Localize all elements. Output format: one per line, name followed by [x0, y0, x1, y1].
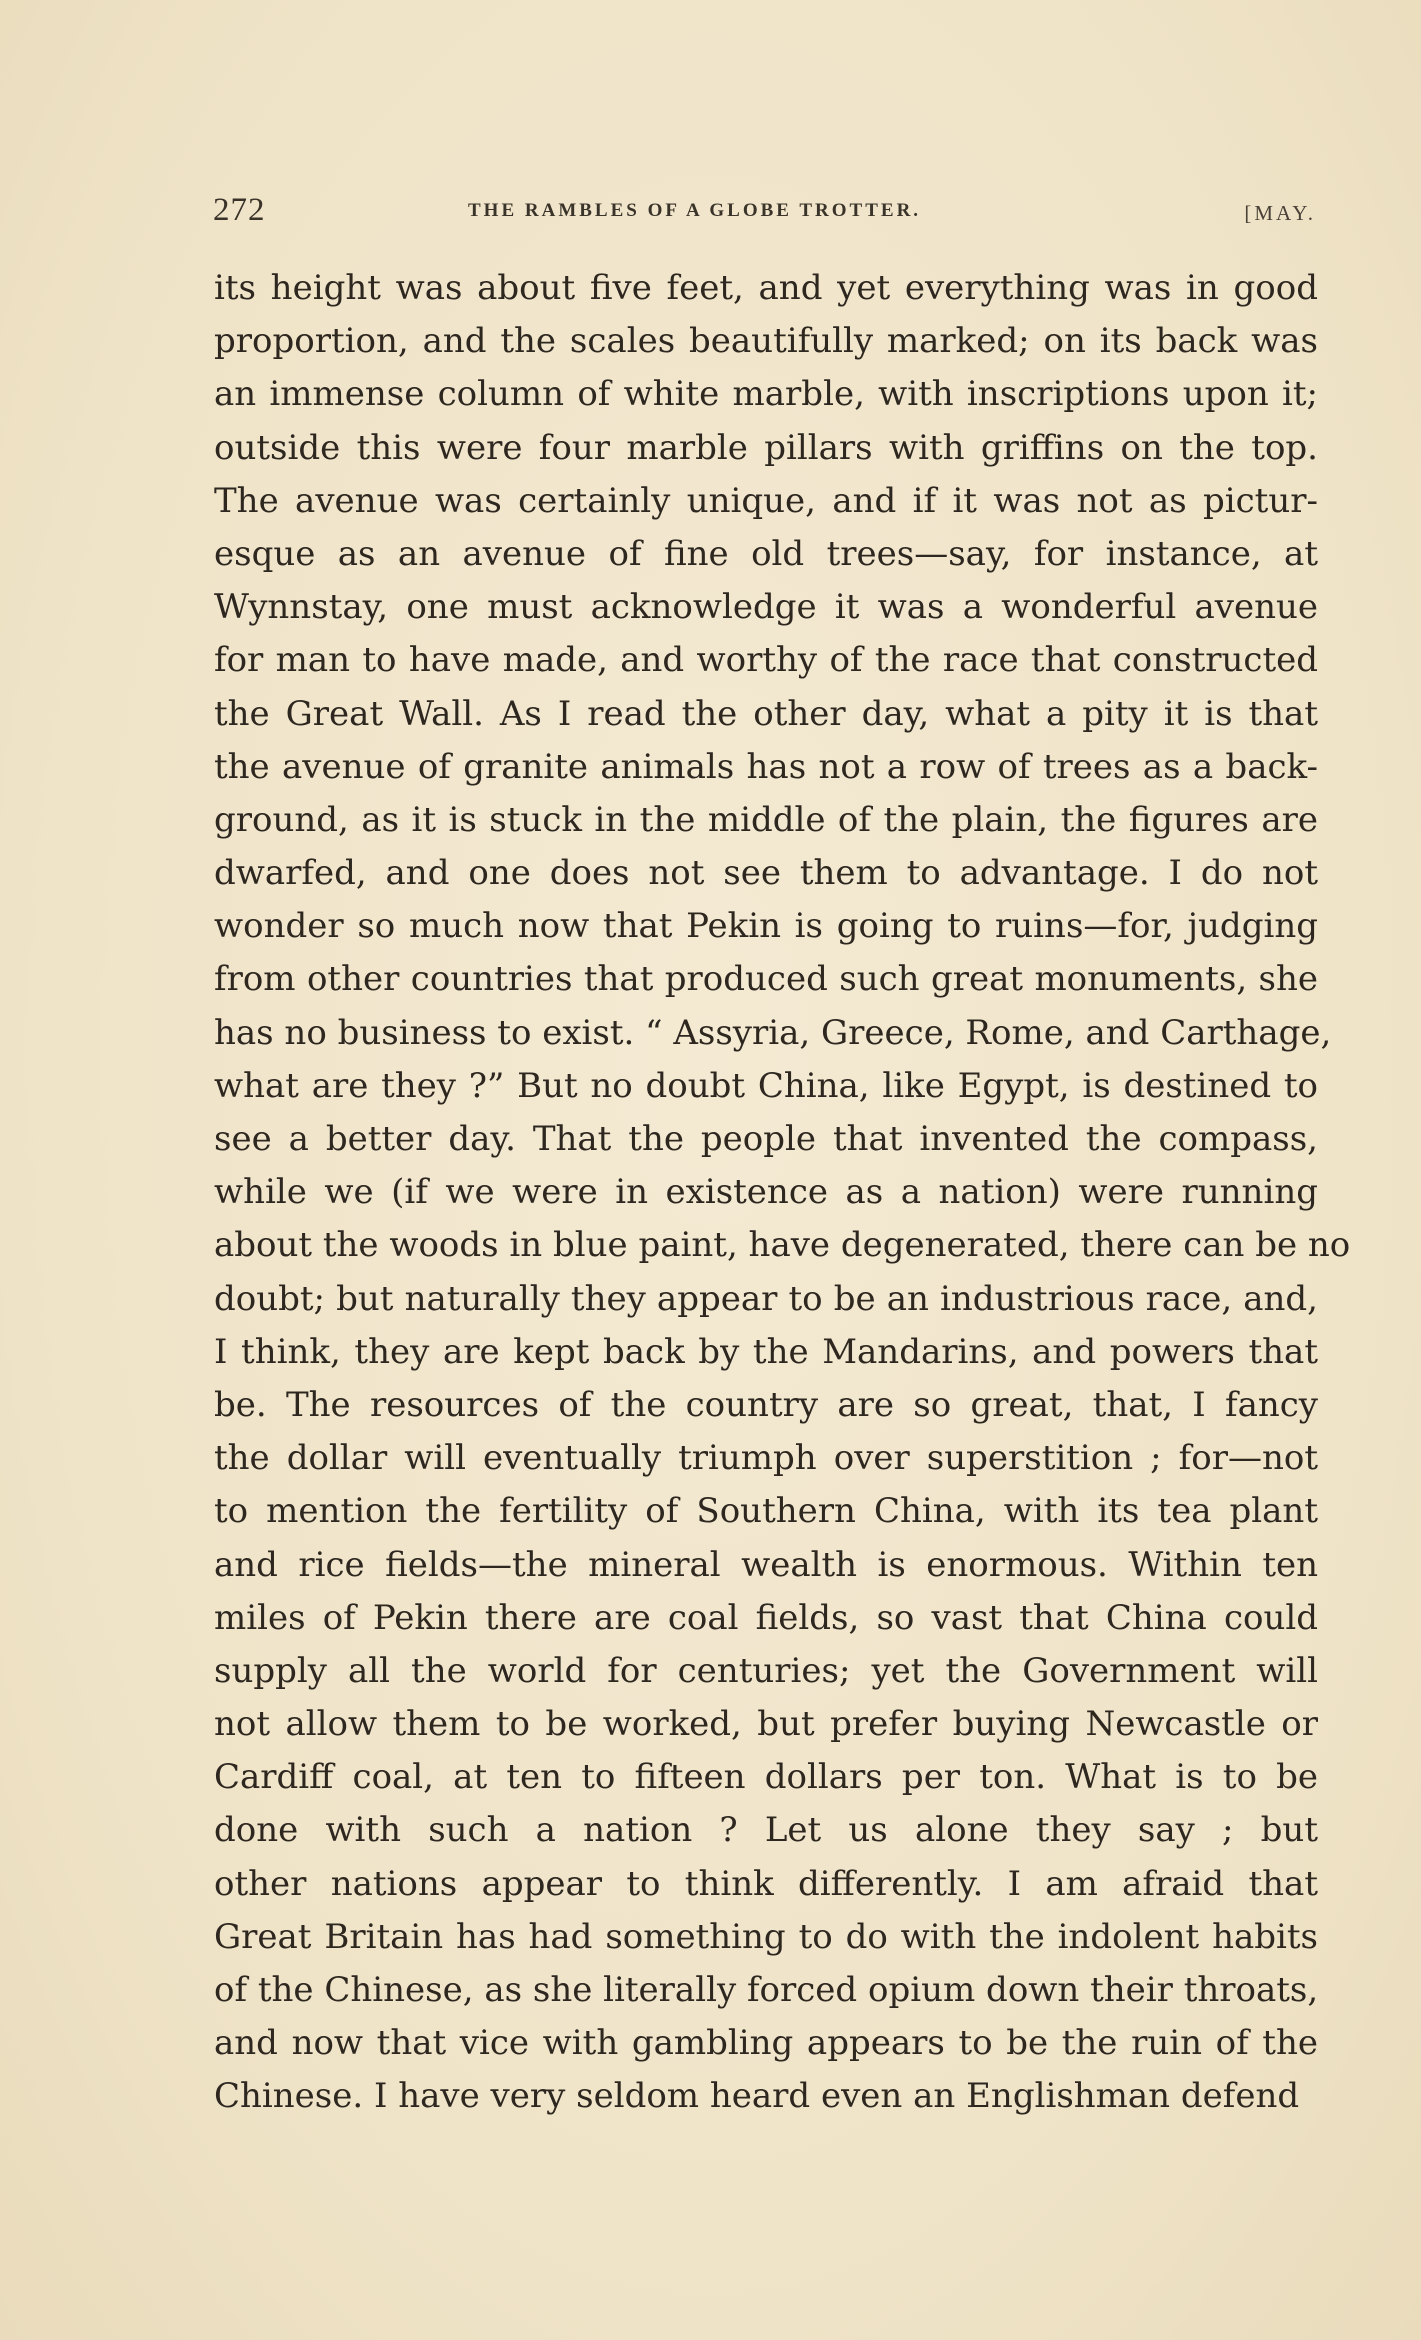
text-line: the dollar will eventually triumph over superstition ; for—not — [214, 1438, 1318, 1479]
text-line: other nations appear to think differently. I am afraid that — [214, 1863, 1318, 1904]
text-line: Chinese. I have very seldom heard even an Englishman defend — [214, 2076, 1300, 2117]
text-line: about the woods in blue paint, have degenerated, there can be no — [214, 1225, 1351, 1266]
page-number: 272 — [213, 192, 266, 228]
text-line: be. The resources of the country are so great, that, I fancy — [214, 1384, 1318, 1425]
text-line: dwarfed, and one does not see them to advantage. I do not — [214, 853, 1318, 894]
text-line: from other countries that produced such great monuments, she — [214, 959, 1318, 1000]
text-line: done with such a nation ? Let us alone they say ; but — [214, 1810, 1318, 1851]
text-line: wonder so much now that Pekin is going to ruins—for, judging — [214, 906, 1318, 947]
text-line: doubt; but naturally they appear to be an industrious race, and, — [214, 1278, 1318, 1319]
text-line: the avenue of granite animals has not a row of trees as a back- — [214, 746, 1318, 787]
text-line: the Great Wall. As I read the other day, what a pity it is that — [214, 693, 1318, 734]
text-line: supply all the world for centuries; yet the Government will — [214, 1650, 1318, 1691]
text-line: see a better day. That the people that invented the compass, — [214, 1119, 1318, 1159]
text-line: Wynnstay, one must acknowledge it was a wonderful avenue — [214, 587, 1318, 628]
text-line: The avenue was certainly unique, and if it was not as pictur- — [214, 480, 1318, 521]
text-line: not allow them to be worked, but prefer buying Newcastle or — [214, 1704, 1318, 1745]
text-line: and now that vice with gambling appears to be the ruin of the — [214, 2023, 1318, 2064]
text-line: its height was about five feet, and yet everything was in good — [214, 268, 1318, 308]
text-line: proportion, and the scales beautifully marked; on its back was — [214, 321, 1318, 362]
text-line: what are they ?” But no doubt China, like Egypt, is destined to — [214, 1065, 1318, 1106]
running-head — [213, 192, 1316, 232]
text-line: to mention the fertility of Southern China, with its tea plant — [214, 1491, 1318, 1532]
text-line: Cardiff coal, at ten to fifteen dollars per ton. What is to be — [214, 1757, 1318, 1798]
text-line: for man to have made, and worthy of the race that constructed — [214, 640, 1318, 681]
body-text — [214, 262, 1351, 2124]
text-line: while we (if we were in existence as a nation) were running — [214, 1172, 1318, 1213]
text-line: outside this were four marble pillars with griffins on the top. — [214, 427, 1318, 468]
text-line: of the Chinese, as she literally forced opium down their throats, — [214, 1970, 1319, 2010]
text-line: esque as an avenue of fine old trees—say, for instance, at — [214, 533, 1318, 574]
text-line: an immense column of white marble, with inscriptions upon it; — [214, 374, 1318, 415]
text-line: ground, as it is stuck in the middle of the plain, the figures are — [214, 799, 1318, 840]
text-line: I think, they are kept back by the Mandarins, and powers that — [214, 1331, 1318, 1372]
running-title: THE RAMBLES OF A GLOBE TROTTER. — [468, 200, 922, 221]
running-head-month: [MAY. — [1244, 201, 1316, 225]
text-line: miles of Pekin there are coal fields, so vast that China could — [214, 1597, 1318, 1638]
text-line: has no business to exist. “ Assyria, Greece, Rome, and Carthage, — [214, 1012, 1332, 1053]
text-line: Great Britain has had something to do with the indolent habits — [214, 1916, 1318, 1957]
text-line: and rice fields—the mineral wealth is enormous. Within ten — [214, 1544, 1318, 1585]
